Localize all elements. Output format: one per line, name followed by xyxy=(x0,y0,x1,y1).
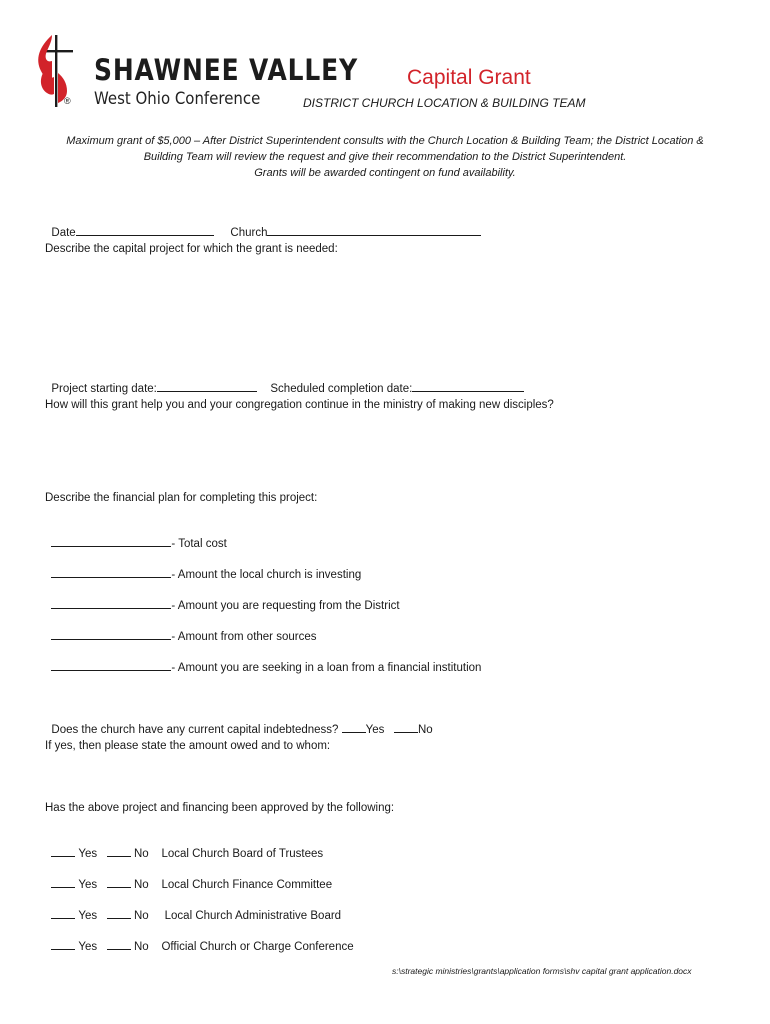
approval-no-label: No xyxy=(133,910,149,922)
help-question: How will this grant help you and your congregation continue in the ministry of making new disciples? xyxy=(45,399,554,411)
date-field xyxy=(45,212,214,239)
financial-input-line[interactable] xyxy=(51,535,171,547)
registered-mark: ® xyxy=(64,96,71,106)
financial-item xyxy=(45,647,481,674)
approval-row xyxy=(45,895,341,922)
file-path-footer: s:\strategic ministries\grants\application forms\shv capital grant application.docx xyxy=(392,966,692,976)
approval-yes-line[interactable] xyxy=(51,907,75,919)
approval-item-label: Local Church Administrative Board xyxy=(164,910,342,922)
approval-no-line[interactable] xyxy=(107,907,131,919)
date-input-line[interactable] xyxy=(76,224,214,236)
indebtedness-no-line[interactable] xyxy=(394,721,418,733)
describe-project-label: Describe the capital project for which the grant is needed: xyxy=(45,243,338,255)
financial-item xyxy=(45,554,361,581)
cross-and-flame-logo-icon xyxy=(33,33,79,107)
approval-row xyxy=(45,833,323,860)
approval-no-line[interactable] xyxy=(107,845,131,857)
logo-subtitle: West Ohio Conference xyxy=(94,89,261,109)
approval-yes-label: Yes xyxy=(78,941,98,953)
approval-no-line[interactable] xyxy=(107,938,131,950)
approval-no-label: No xyxy=(133,848,149,860)
financial-item-label: - Amount you are seeking in a loan from a financial institution xyxy=(171,662,482,674)
financial-item-label: - Amount you are requesting from the District xyxy=(171,600,400,612)
indebtedness-yes-label: Yes xyxy=(365,724,385,736)
completion-date-field xyxy=(264,368,524,395)
financial-item xyxy=(45,616,316,643)
completion-date-label: Scheduled completion date: xyxy=(270,383,413,395)
intro-line-3: Grants will be awarded contingent on fund availability. xyxy=(254,167,516,179)
approval-item-label: Local Church Board of Trustees xyxy=(161,848,324,860)
document-title: Capital Grant xyxy=(407,66,531,89)
approval-item-label: Official Church or Charge Conference xyxy=(161,941,354,953)
start-date-field xyxy=(45,368,257,395)
intro-line-1: Maximum grant of $5,000 – After District Superintendent consults with the Church Location & Building Team; the District Location & xyxy=(66,135,704,147)
approval-no-line[interactable] xyxy=(107,876,131,888)
document-subtitle: DISTRICT CHURCH LOCATION & BUILDING TEAM xyxy=(303,96,586,110)
date-label: Date xyxy=(51,227,76,239)
completion-date-input-line[interactable] xyxy=(412,380,524,392)
intro-line-2: Building Team will review the request and give their recommendation to the District Superintendent. xyxy=(143,151,627,163)
church-input-line[interactable] xyxy=(267,224,481,236)
approval-yes-label: Yes xyxy=(78,910,98,922)
approval-question: Has the above project and financing been approved by the following: xyxy=(45,802,395,814)
church-field xyxy=(224,212,481,239)
start-date-label: Project starting date: xyxy=(51,383,157,395)
financial-item-label: - Total cost xyxy=(171,538,227,550)
approval-yes-line[interactable] xyxy=(51,938,75,950)
indebtedness-question-row xyxy=(45,709,433,736)
financial-item xyxy=(45,585,400,612)
indebtedness-yes-line[interactable] xyxy=(342,721,366,733)
financial-input-line[interactable] xyxy=(51,628,171,640)
indebtedness-followup: If yes, then please state the amount owed and to whom: xyxy=(45,740,331,752)
approval-yes-line[interactable] xyxy=(51,876,75,888)
start-date-input-line[interactable] xyxy=(157,380,257,392)
approval-yes-label: Yes xyxy=(78,879,98,891)
financial-plan-label: Describe the financial plan for completing this project: xyxy=(45,492,318,504)
indebtedness-question: Does the church have any current capital indebtedness? xyxy=(51,724,339,736)
approval-no-label: No xyxy=(133,879,149,891)
financial-item-label: - Amount the local church is investing xyxy=(171,569,362,581)
financial-input-line[interactable] xyxy=(51,597,171,609)
approval-row xyxy=(45,926,354,953)
approval-item-label: Local Church Finance Committee xyxy=(161,879,333,891)
church-label: Church xyxy=(230,227,268,239)
approval-yes-label: Yes xyxy=(78,848,98,860)
financial-input-line[interactable] xyxy=(51,659,171,671)
approval-row xyxy=(45,864,332,891)
indebtedness-no-label: No xyxy=(418,724,433,736)
approval-yes-line[interactable] xyxy=(51,845,75,857)
logo-title: SHAWNEE VALLEY xyxy=(94,53,358,87)
financial-input-line[interactable] xyxy=(51,566,171,578)
financial-item xyxy=(45,523,227,550)
approval-no-label: No xyxy=(133,941,149,953)
financial-item-label: - Amount from other sources xyxy=(171,631,317,643)
intro-paragraph xyxy=(40,133,730,181)
